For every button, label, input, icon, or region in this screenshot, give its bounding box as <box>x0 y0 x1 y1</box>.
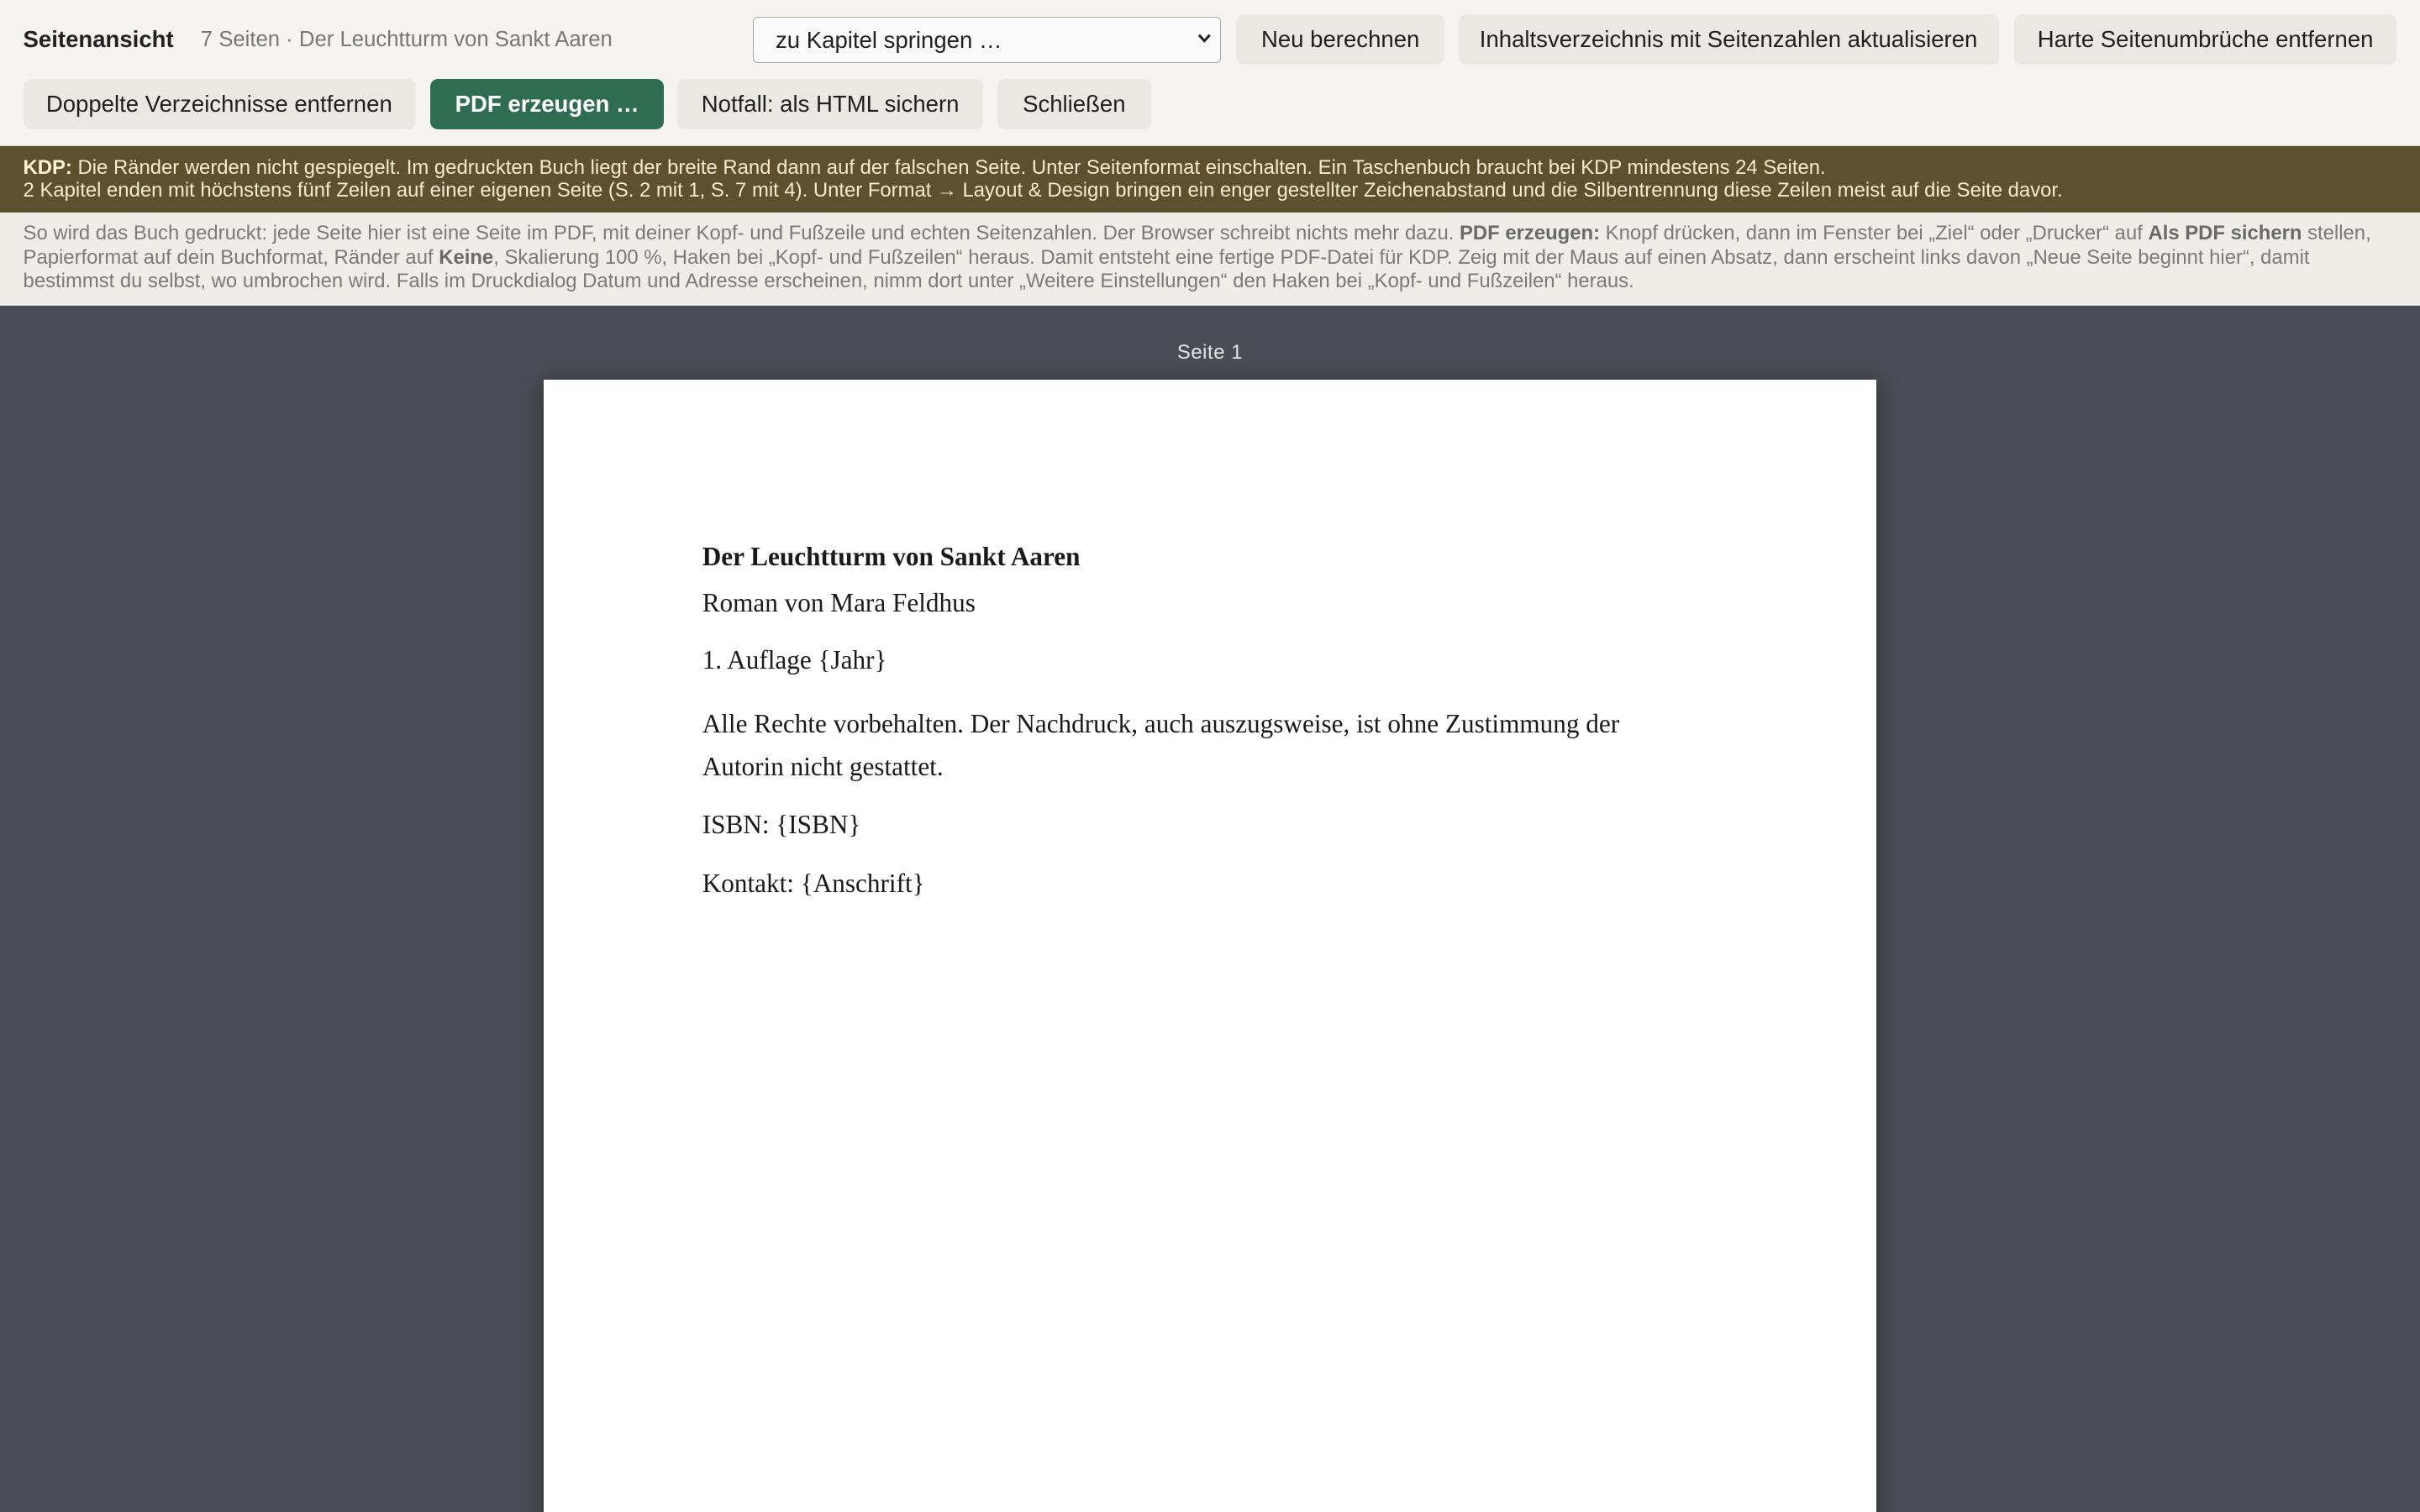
create-pdf-button[interactable]: PDF erzeugen … <box>430 79 663 130</box>
help-text-part: stellen, Papierformat auf dein Buchformat, Ränder auf <box>23 222 2371 269</box>
page-content <box>702 540 1690 901</box>
chapter-jump-select[interactable] <box>753 17 1221 63</box>
page-preview[interactable] <box>544 380 1877 1512</box>
isbn-line[interactable]: ISBN: {ISBN} <box>702 810 861 840</box>
chapter-select-value: zu Kapitel springen … <box>776 27 1002 54</box>
help-text-bold: Als PDF sichern <box>2148 222 2302 245</box>
help-text-part: , Skalierung 100 %, Haken bei „Kopf- und Fußzeilen“ heraus. Damit entsteht eine fertige PDF-Datei für KDP. Zeig mit der Maus auf einen Absatz, dann erscheint links davon „Neue Seite beginnt hier“, damit bestimmst du selbst, wo umbrochen wird. Falls im Druckdialog Datum und Adresse erscheinen, nimm dort unter „Weitere Einstellungen“ den Haken bei „Kopf- und Fußzeilen“ heraus. <box>23 245 2310 293</box>
kdp-warning-line-1 <box>24 156 2397 180</box>
help-text-part: So wird das Buch gedruckt: jede Seite hier ist eine Seite im PDF, mit deiner Kopf- und Fußzeile und echten Seitenzahlen. Der Browser schreibt nichts mehr dazu. <box>23 222 1460 245</box>
book-subtitle[interactable]: Roman von Mara Feldhus <box>702 587 976 617</box>
kdp-warning-banner <box>0 146 2420 213</box>
recalculate-button[interactable]: Neu berechnen <box>1236 14 1444 66</box>
document-info: 7 Seiten · Der Leuchtturm von Sankt Aaren <box>200 28 613 52</box>
contact-line[interactable]: Kontakt: {Anschrift} <box>702 869 925 899</box>
help-text-bold: Keine <box>439 245 494 269</box>
edition-line[interactable]: 1. Auflage {Jahr} <box>702 644 887 675</box>
kdp-label: KDP: <box>23 155 72 179</box>
print-help-text <box>0 213 2420 305</box>
update-toc-button[interactable]: Inhaltsverzeichnis mit Seitenzahlen aktualisieren <box>1459 14 1999 66</box>
toolbar <box>0 0 2420 146</box>
kdp-warning-text-1: Die Ränder werden nicht gespiegelt. Im gedruckten Buch liegt der breite Rand dann auf der falschen Seite. Unter Seitenformat einschalten. Ein Taschenbuch braucht bei KDP mindestens 24 Seiten. <box>77 155 1826 179</box>
remove-duplicate-indexes-button[interactable]: Doppelte Verzeichnisse entfernen <box>24 79 416 130</box>
help-text-part: Knopf drücken, dann im Fenster bei „Ziel“ oder „Drucker“ auf <box>1600 222 2149 245</box>
close-button[interactable]: Schließen <box>997 79 1152 130</box>
rights-paragraph[interactable]: Alle Rechte vorbehalten. Der Nachdruck, auch auszugsweise, ist ohne Zustimmung der Autorin nicht gestattet. <box>702 708 1620 782</box>
app-title: Seitenansicht <box>23 26 174 53</box>
remove-page-breaks-button[interactable]: Harte Seitenumbrüche entfernen <box>2014 14 2397 66</box>
help-text-bold: PDF erzeugen: <box>1460 222 1601 245</box>
page-number-label: Seite 1 <box>1176 340 1244 364</box>
kdp-warning-line-2: 2 Kapitel enden mit höchstens fünf Zeilen auf einer eigenen Seite (S. 2 mit 1, S. 7 mit 4). Unter Format → Layout & Design bringen ein enger gestellter Zeichenabstand und die Silbentrennung diese Zeilen meist auf die Seite davor. <box>23 179 2063 202</box>
book-title[interactable]: Der Leuchtturm von Sankt Aaren <box>702 541 1081 571</box>
save-as-html-button[interactable]: Notfall: als HTML sichern <box>677 79 983 130</box>
chevron-down-icon <box>1198 32 1211 45</box>
